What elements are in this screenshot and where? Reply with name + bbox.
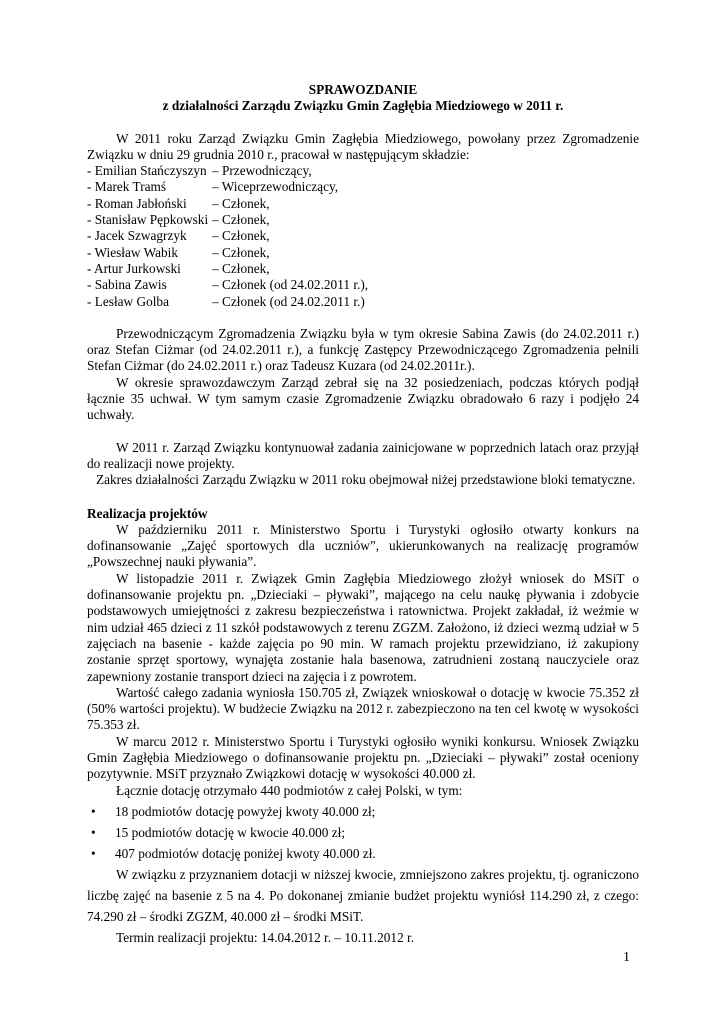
member-name: - Stanisław Pępkowski [87, 212, 209, 228]
document-title: SPRAWOZDANIE [308, 82, 418, 97]
bullet-icon: • [91, 803, 96, 819]
member-name: - Lesław Golba [87, 293, 169, 309]
meetings-paragraph: W okresie sprawozdawczym Zarząd zebrał się na 32 posiedzeniach, podczas których podjął łącznie 35 uchwał. W tym samym czasie Zgromadzenie Związku obradowało 6 razy i podjęło 24 uchwały. [87, 374, 639, 423]
grants-list [87, 801, 639, 864]
member-role: – Przewodniczący, [212, 163, 312, 179]
member-role: – Członek, [212, 212, 270, 228]
bullet-icon: • [91, 845, 96, 861]
member-role: – Członek (od 24.02.2011 r.) [212, 293, 365, 309]
member-role: – Wiceprzewodniczący, [212, 179, 339, 195]
term-paragraph: Termin realizacji projektu: 14.04.2012 r. – 10.11.2012 r. [116, 929, 415, 945]
list-item [87, 801, 639, 822]
section-heading: Realizacja projektów [87, 505, 208, 521]
member-name: - Sabina Zawis [87, 277, 167, 293]
member-role: – Członek, [212, 195, 270, 211]
member-row [87, 261, 639, 277]
list-item-text: 18 podmiotów dotację powyżej kwoty 40.000 zł; [115, 803, 376, 819]
member-row [87, 212, 639, 228]
list-item-text: 15 podmiotów dotację w kwocie 40.000 zł; [115, 824, 346, 840]
page-number: 1 [623, 950, 630, 965]
member-name: - Artur Jurkowski [87, 260, 181, 276]
member-name: - Wiesław Wabik [87, 244, 178, 260]
list-item [87, 822, 639, 843]
list-item-text: 407 podmiotów dotację poniżej kwoty 40.000 zł. [115, 845, 376, 861]
chair-paragraph: Przewodniczącym Zgromadzenia Związku była w tym okresie Sabina Zawis (do 24.02.2011 r.) oraz Stefan Ciżmar (od 24.02.2011 r.), a funkcję Zastępcy Przewodniczącego Zgromadzenia pełnili Stefan Ciżmar (do 24.02.2011 r.) oraz Tadeusz Kuzara (od 24.02.2011r.). [87, 325, 639, 374]
member-row [87, 228, 639, 244]
member-row [87, 277, 639, 293]
member-role: – Członek, [212, 228, 270, 244]
member-name: - Emilian Stańczyszyn [87, 163, 207, 179]
member-role: – Członek (od 24.02.2011 r.), [212, 277, 369, 293]
reduced-scope-paragraph: W związku z przyznaniem dotacji w niższej kwocie, zmniejszono zakres projektu, tj. ograniczono liczbę zajęć na basenie z 5 na 4. Po dokonanej zmianie budżet projektu wyniósł 114.290 zł, z czego: 74.290 zł – środki ZGZM, 40.000 zł – środki MSiT. [87, 866, 639, 924]
document-subtitle: z działalności Zarządu Związku Gmin Zagłębia Miedziowego w 2011 r. [162, 98, 564, 114]
scope-paragraph: Zakres działalności Zarządu Związku w 2011 roku obejmował niżej przedstawione bloki tematyczne. [96, 472, 636, 488]
member-row [87, 196, 639, 212]
board-members-list [87, 163, 639, 310]
total-paragraph: Łącznie dotację otrzymało 440 podmiotów z całej Polski, w tym: [116, 782, 463, 798]
member-role: – Członek, [212, 260, 270, 276]
member-name: - Roman Jabłoński [87, 195, 187, 211]
bullet-icon: • [91, 824, 96, 840]
october-paragraph: W październiku 2011 r. Ministerstwo Sportu i Turystyki ogłosiło otwarty konkurs na dofinansowanie „Zajęć sportowych dla uczniów”, ukierunkowanych na realizację programów „Powszechnej nauki pływania”. [87, 521, 639, 570]
value-paragraph: Wartość całego zadania wyniosła 150.705 zł, Związek wnioskował o dotację w kwocie 75.352 zł (50% wartości projektu). W budżecie Związku na 2012 r. zabezpieczono na ten cel kwotę w wysokości 75.353 zł. [87, 684, 639, 733]
member-role: – Członek, [212, 244, 270, 260]
member-name: - Marek Tramś [87, 179, 167, 195]
document-body [87, 82, 639, 948]
continued-tasks-paragraph: W 2011 r. Zarząd Związku kontynuował zadania zainicjowane w poprzednich latach oraz przyjął do realizacji nowe projekty. [87, 439, 639, 471]
list-item [87, 843, 639, 864]
november-paragraph: W listopadzie 2011 r. Związek Gmin Zagłębia Miedziowego złożył wniosek do MSiT o dofinansowanie projektu pn. „Dzieciaki – pływaki”, mającego na celu naukę pływania i zdobycie podstawowych umiejętności z zakresu bezpieczeństwa i ratownictwa. Projekt zakładał, iż weźmie w nim udział 465 dzieci z 11 szkół podstawowych z terenu ZGZM. Założono, iż dzieci wezmą udział w 5 zajęciach na basenie - każde zajęcia po 90 min. W ramach projektu przewidziano, iż zakupiony zostanie sprzęt sportowy, wynajęta zostanie hala basenowa, zatrudnieni zostaną nauczyciele oraz zapewniony zostanie transport dzieci na zajęcia i z powrotem. [87, 570, 639, 684]
member-name: - Jacek Szwagrzyk [87, 228, 187, 244]
member-row [87, 294, 639, 310]
member-row [87, 163, 639, 179]
member-row [87, 245, 639, 261]
march-paragraph: W marcu 2012 r. Ministerstwo Sportu i Turystyki ogłosiło wyniki konkursu. Wniosek Związku Gmin Zagłębia Miedziowego o dofinansowanie projektu pn. „Dzieciaki – pływaki” został oceniony pozytywnie. MSiT przyznało Związkowi dotację w wysokości 40.000 zł. [87, 733, 639, 782]
intro-paragraph: W 2011 roku Zarząd Związku Gmin Zagłębia Miedziowego, powołany przez Zgromadzenie Związku w dniu 29 grudnia 2010 r., pracował w następującym składzie: [87, 130, 639, 162]
member-row [87, 179, 639, 195]
